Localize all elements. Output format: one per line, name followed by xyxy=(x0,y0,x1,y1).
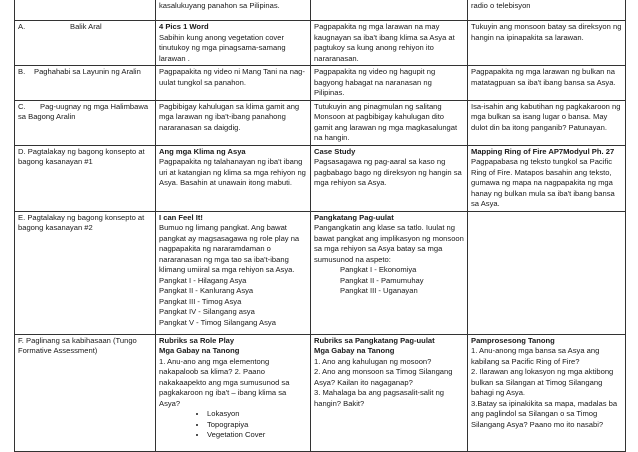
table-row xyxy=(15,100,626,145)
rowD-col2-title: Ang mga Klima ng Asya xyxy=(159,146,246,156)
rowC-col2-cell xyxy=(156,100,311,145)
rowF-col3-line-3: 3. Mahalaga ba ang pagsasalit-salit ng hangin? Bakit? xyxy=(314,388,445,408)
rowF-col4-line-1: 1. Anu-anong mga bansa sa Asya ang kabilang sa Pacific Ring of Fire? xyxy=(471,346,600,366)
rowE-label: Pagtalakay ng bagong konsepto at bagong kasanayan #2 xyxy=(18,212,145,232)
rowE-letter: E. xyxy=(18,212,26,222)
rowC-col4-text: Isa-isahin ang kabutihan ng pagkakaroon ng mga bulkan sa isang lugar o bansa. May dulot din ba itong panganib? Patunayan. xyxy=(471,101,621,132)
rowF-col2-sub: Mga Gabay na Tanong xyxy=(159,346,240,355)
rowD-col4-title: Mapping Ring of Fire AP7Modyul Ph. 27 xyxy=(471,146,615,156)
rowA-col2-text: Sabihin kung anong vegetation cover tinutukoy ng mga pinagsama-samang larawan . xyxy=(159,32,286,63)
rowD-label-cell xyxy=(15,145,156,211)
rowB-letter: B. xyxy=(18,67,26,76)
rowA-label-cell xyxy=(15,21,156,66)
rowE-col3-group-3: Pangkat III - Uganayan xyxy=(340,286,418,295)
row0-col4-text: radio o telebisyon xyxy=(471,1,531,10)
rowB-col2-cell xyxy=(156,66,311,101)
rowD-col3-cell xyxy=(311,145,468,211)
rowB-col4-text: Pagpapakita ng mga larawan ng bulkan na matatagpuan sa iba't ibang bansa sa Asya. xyxy=(471,67,616,87)
rowC-label-cell xyxy=(15,100,156,145)
rowC-col2-text: Pagbibigay kahulugan sa klima gamit ang mga larawan ng iba't-ibang panahong nararanasan sa daigdig. xyxy=(159,101,300,132)
rowA-col4-cell xyxy=(468,21,626,66)
row0-col2-text: kasalukuyang panahon sa Pilipinas. xyxy=(159,1,280,10)
rowE-label-cell xyxy=(15,211,156,334)
rowE-col3-title: Pangkatang Pag-uulat xyxy=(314,212,394,222)
rowE-col2-cell xyxy=(156,211,311,334)
rowF-col4-line-2: 2. Ilarawan ang lokasyon ng mga aktibong bulkan sa Silangan at Timog Silangang bahagi ng Asya. xyxy=(471,367,614,397)
rowB-col3-cell xyxy=(311,66,468,101)
rowD-col4-text: Pagpapabasa ng teksto tungkol sa Pacific Ring of Fire. Matapos basahin ang teksto, gumawa ng mapa na nagpapakita ng mga hanay ng bulkan mula sa iba't ibang bansa sa Asya. xyxy=(471,157,615,208)
rowD-col2-text: Pagpapakita ng talahanayan ng iba't ibang uri at katangian ng klima sa mga rehiyon ng Asya. Basahin at unawain itong mabuti. xyxy=(159,157,306,187)
rowA-col4-text: Tukuyin ang monsoon batay sa direksyon ng hangin na ipinapakita sa larawan. xyxy=(471,22,622,42)
rowF-col2-text: 1. Anu-ano ang mga elementong nakapaloob sa klima? 2. Paano nakakaapekto ang mga sumusunod sa pagkakaroon ng iba't – ibang klima sa Asya? xyxy=(159,356,290,408)
rowE-col2-group-4: Pangkat IV - Silangang asya xyxy=(159,307,255,316)
rowE-col3-group-2: Pangkat II - Pamumuhay xyxy=(340,275,424,285)
rowE-col4-cell xyxy=(468,211,626,334)
rowB-label: Paghahabi sa Layunin ng Aralin xyxy=(34,67,141,76)
rowC-col3-text: Tutukuyin ang pinagmulan ng salitang Monsoon at pagbibigay kahulugan dito gamit ang larawan ng mga magkasalungat na hangin. xyxy=(314,101,458,142)
rowF-col3-title: Rubriks sa Pangkatang Pag-uulat xyxy=(314,335,435,345)
rowE-col2-title: I can Feel It! xyxy=(159,212,203,222)
rowD-col3-title: Case Study xyxy=(314,146,356,156)
rowF-col2-title: Rubriks sa Role Play xyxy=(159,335,235,345)
table-row xyxy=(15,334,626,451)
rowC-col3-cell xyxy=(311,100,468,145)
rowE-col2-group-5: Pangkat V - Timog Silangang Asya xyxy=(159,317,276,327)
rowF-col3-sub: Mga Gabay na Tanong xyxy=(314,346,395,355)
rowE-col2-group-3: Pangkat III - Timog Asya xyxy=(159,296,242,306)
rowE-col2-group-1: Pangkat I - Hilagang Asya xyxy=(159,275,247,285)
rowE-col2-text: Bumuo ng limang pangkat. Ang bawat pangkat ay magsasagawa ng role play na nagpapakita ng nararamdaman o nararanasan ng mga tao sa iba't-ibang klimang umiiral sa mga rehiyon sa Asya. xyxy=(159,223,300,274)
rowA-letter: A. xyxy=(18,22,26,31)
rowF-label-cell xyxy=(15,334,156,451)
rowF-col4-line-3: 3.Batay sa ipinakikita sa mapa, madalas ba ang paglindol sa Silangan o sa Timog Silangang Asya? Paano mo ito nasabi? xyxy=(471,398,618,429)
lesson-plan-table xyxy=(14,0,626,452)
rowE-col2-group-2: Pangkat II - Kanlurang Asya xyxy=(159,286,254,295)
list-item: • Lokasyon xyxy=(207,409,307,420)
rowF-col3-line-2: 2. Ano ang monsoon sa Timog Silangang Asya? Kailan ito nagaganap? xyxy=(314,367,453,387)
rowC-letter: C. xyxy=(18,101,26,111)
rowA-col3-cell xyxy=(311,21,468,66)
rowD-label: Pagtalakay ng bagong konsepto at bagong kasanayan #1 xyxy=(18,146,145,166)
table-row xyxy=(15,211,626,334)
rowB-col3-text: Pagpapakita ng video ng hagupit ng bagyong habagat na naranasan ng Pilipinas. xyxy=(314,67,436,97)
list-item: • Vegetation Cover xyxy=(207,430,307,441)
list-item: • Topograpiya xyxy=(207,420,307,431)
rowF-col3-cell xyxy=(311,334,468,451)
rowC-col4-cell xyxy=(468,100,626,145)
row0-col4-cell xyxy=(468,0,626,21)
table-row xyxy=(15,66,626,101)
rowE-col3-text: Pangangkatin ang klase sa tatlo. Iuulat ng bawat pangkat ang implikasyon ng monsoon sa mga rehiyon sa Asya batay sa mga sumusunod na aspeto: xyxy=(314,223,464,264)
rowB-label-cell xyxy=(15,66,156,101)
rowC-label: Pag-uugnay ng mga Halimbawa sa Bagong Aralin xyxy=(18,101,149,121)
rowF-col4-cell xyxy=(468,334,626,451)
rowA-col3-text: Pagpapakita ng mga larawan na may kaugnayan sa iba't ibang klima sa Asya at pagtukoy sa kung anong rehiyon ito nararanasan. xyxy=(314,22,455,63)
rowD-col2-cell xyxy=(156,145,311,211)
rowD-col4-cell xyxy=(468,145,626,211)
rowE-col3-cell xyxy=(311,211,468,334)
rowF-letter: F. xyxy=(18,335,24,345)
table-row xyxy=(15,0,626,21)
rowF-col3-line-1: 1. Ano ang kahulugan ng mosoon? xyxy=(314,356,432,366)
rowD-col3-text: Pagsasagawa ng pag-aaral sa kaso ng pagbabago bago ng direksyon ng hangin sa mga rehiyon sa Asya. xyxy=(314,157,462,187)
rowF-col4-title: Pamprosesong Tanong xyxy=(471,335,555,345)
table-row xyxy=(15,21,626,66)
rowD-letter: D. xyxy=(18,146,26,156)
row0-col2-cell xyxy=(156,0,311,21)
rowF-label: Paglinang sa kabihasaan (Tungo Formative Assessment) xyxy=(18,335,137,355)
rowB-col2-text: Pagpapakita ng video ni Mang Tani na nag-uulat tungkol sa panahon. xyxy=(159,67,305,87)
rowF-col2-bullet-list xyxy=(159,409,307,441)
rowB-col4-cell xyxy=(468,66,626,101)
row0-label-cell xyxy=(15,0,156,21)
row0-col3-cell xyxy=(311,0,468,21)
rowA-col2-cell xyxy=(156,21,311,66)
table-row xyxy=(15,145,626,211)
rowE-col3-group-1: Pangkat I - Ekonomiya xyxy=(340,265,417,274)
rowF-col2-cell xyxy=(156,334,311,451)
rowA-label: Balik Aral xyxy=(70,22,102,31)
rowA-col2-title: 4 Pics 1 Word xyxy=(159,22,209,31)
